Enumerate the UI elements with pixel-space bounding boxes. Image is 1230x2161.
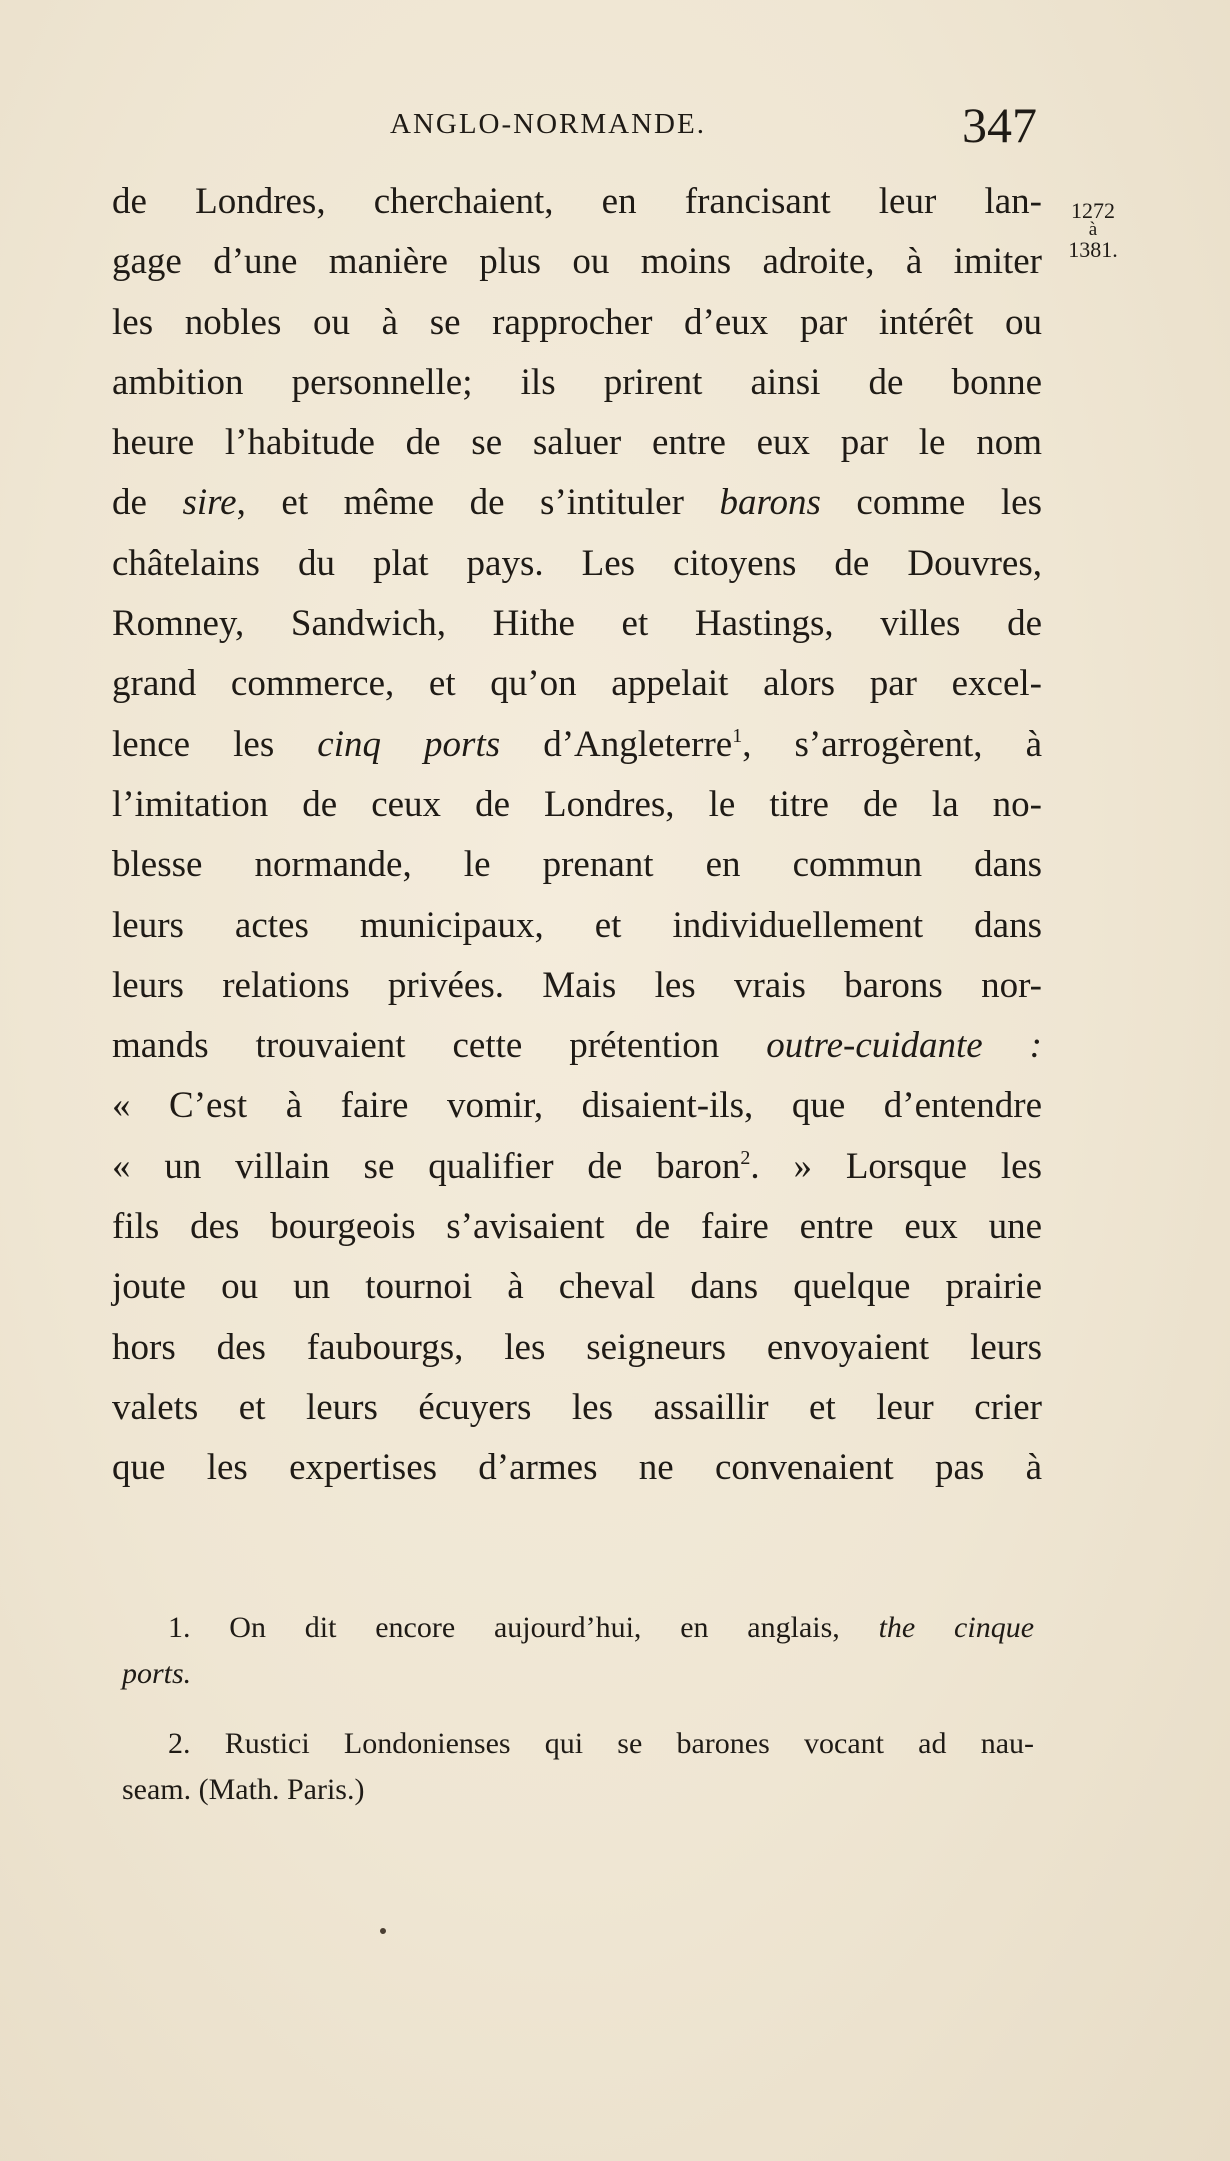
page-number: 347 (962, 97, 1037, 153)
text-line: heure l’habitude de se saluer entre eux par le nom (112, 422, 1042, 464)
italic-word: barons (719, 482, 821, 524)
text-line: de sire, et même de s’intituler barons comme les (112, 482, 1042, 524)
running-title: ANGLO-NORMANDE. (390, 108, 706, 140)
text-line: châtelains du plat pays. Les citoyens de Douvres, (112, 542, 1042, 584)
text-line: joute ou un tournoi à cheval dans quelque prairie (112, 1266, 1042, 1308)
italic-word: cinq ports (317, 723, 501, 765)
footnote-ref-2: 2 (740, 1146, 751, 1169)
text-line: Romney, Sandwich, Hithe et Hastings, villes de (112, 603, 1042, 645)
text-line: ambition personnelle; ils prirent ainsi de bonne (112, 361, 1042, 403)
footnote-ref-1: 1 (732, 724, 743, 747)
text-line: valets et leurs écuyers les assaillir et leur crier (112, 1386, 1042, 1428)
margin-year-start: 1272 (1071, 198, 1115, 223)
footnotes (122, 1605, 1034, 1813)
text-line: leurs actes municipaux, et individuellement dans (112, 904, 1042, 946)
margin-date-note (1050, 198, 1136, 262)
margin-connector: à (1088, 219, 1098, 240)
text-line: gage d’une manière plus ou moins adroite, à imiter (112, 241, 1042, 283)
margin-year-end: 1381. (1068, 237, 1118, 262)
ink-speck (380, 1928, 386, 1934)
text-line: leurs relations privées. Mais les vrais barons nor- (112, 964, 1042, 1006)
footnote-1: 1. On dit encore aujourd’hui, en anglais, the cinque (168, 1611, 1035, 1644)
text-line: blesse normande, le prenant en commun dans (112, 844, 1042, 886)
page-header (0, 97, 1230, 160)
text-line: grand commerce, et qu’on appelait alors par excel- (112, 663, 1042, 705)
italic-word: sire (182, 482, 237, 524)
footnote-2: 2. Rustici Londonienses qui se barones vocant ad nau- (168, 1727, 1034, 1760)
footnote-2-cont: seam. (Math. Paris.) (122, 1773, 365, 1806)
text-line: les nobles ou à se rapprocher d’eux par intérêt ou (112, 301, 1042, 343)
italic-word: outre-cuidante : (766, 1025, 1042, 1067)
text-line: lence les cinq ports d’Angleterre$^1$, s’arrogèrent, à (112, 723, 1043, 765)
body-text (112, 172, 1042, 1499)
text-line: de Londres, cherchaient, en francisant leur lan- (112, 181, 1042, 222)
text-line: l’imitation de ceux de Londres, le titre de la no- (112, 783, 1042, 825)
footnote-1-cont: ports. (122, 1657, 192, 1690)
text-line: « un villain se qualifier de baron$^2$. » Lorsque les (112, 1145, 1042, 1187)
text-line: mands trouvaient cette prétention outre-cuidante : (112, 1025, 1042, 1067)
text-line: hors des faubourgs, les seigneurs envoyaient leurs (112, 1326, 1042, 1368)
text-line: que les expertises d’armes ne convenaient pas à (112, 1447, 1042, 1489)
text-line: « C’est à faire vomir, disaient-ils, que d’entendre (112, 1085, 1042, 1127)
text-line: fils des bourgeois s’avisaient de faire entre eux une (112, 1206, 1042, 1248)
